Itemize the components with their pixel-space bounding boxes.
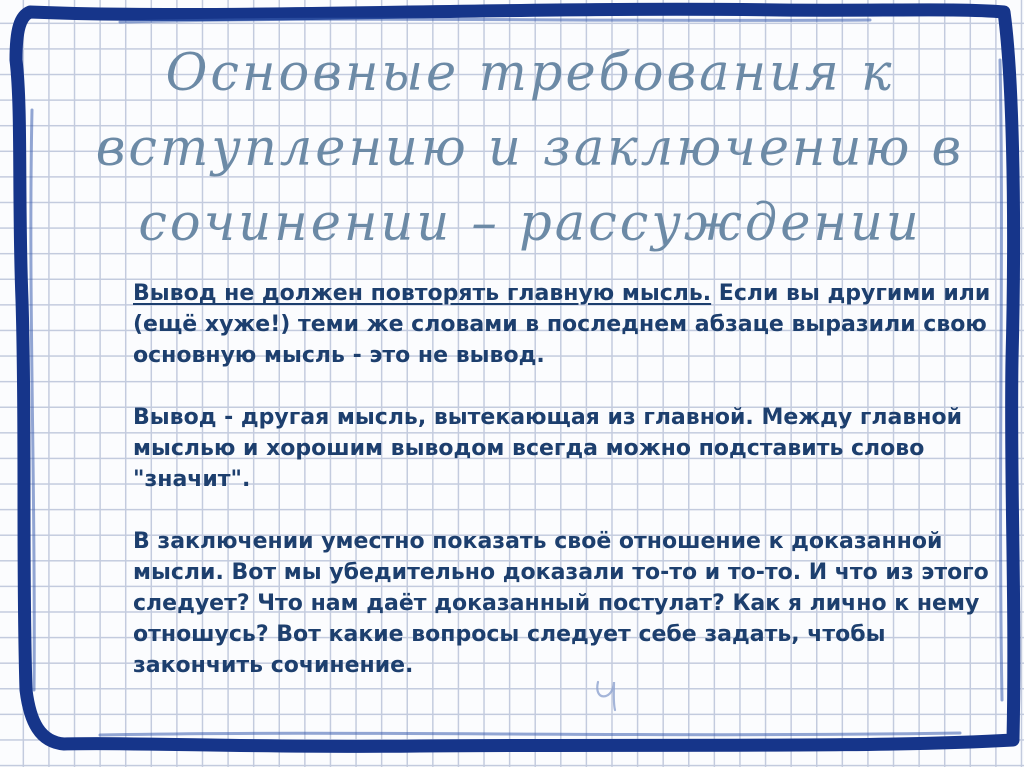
frame-echo-top (120, 19, 870, 22)
paragraph-2: Вывод - другая мысль, вытекающая из главной. Между главной мыслью и хорошим выводом всегда можно подставить слово "значит". (133, 405, 963, 492)
slide-title: Основные требования к вступлению и заключению в сочинении – рассуждении (95, 44, 965, 253)
frame-echo-bottom (100, 733, 960, 735)
slide-body (133, 278, 1013, 712)
paragraph-1-text: Если вы другими или (ещё хуже!) теми же словами в последнем абзаце выразили свою основную мысль - это не вывод. (133, 281, 991, 368)
paragraph-1-lead: Вывод не должен повторять главную мысль. (133, 281, 712, 306)
paragraph-1 (133, 278, 1013, 371)
paragraph-3: В заключении уместно показать своё отношение к доказанной мысли. Вот мы убедительно доказали то-то и то-то. И что из этого следует? Что нам даёт доказанный постулат? Как я лично к нему отношусь? Вот какие вопросы следует себе задать, чтобы закончить сочинение. (133, 529, 989, 678)
frame-echo-left (31, 110, 34, 690)
ink-scribble (588, 676, 628, 716)
